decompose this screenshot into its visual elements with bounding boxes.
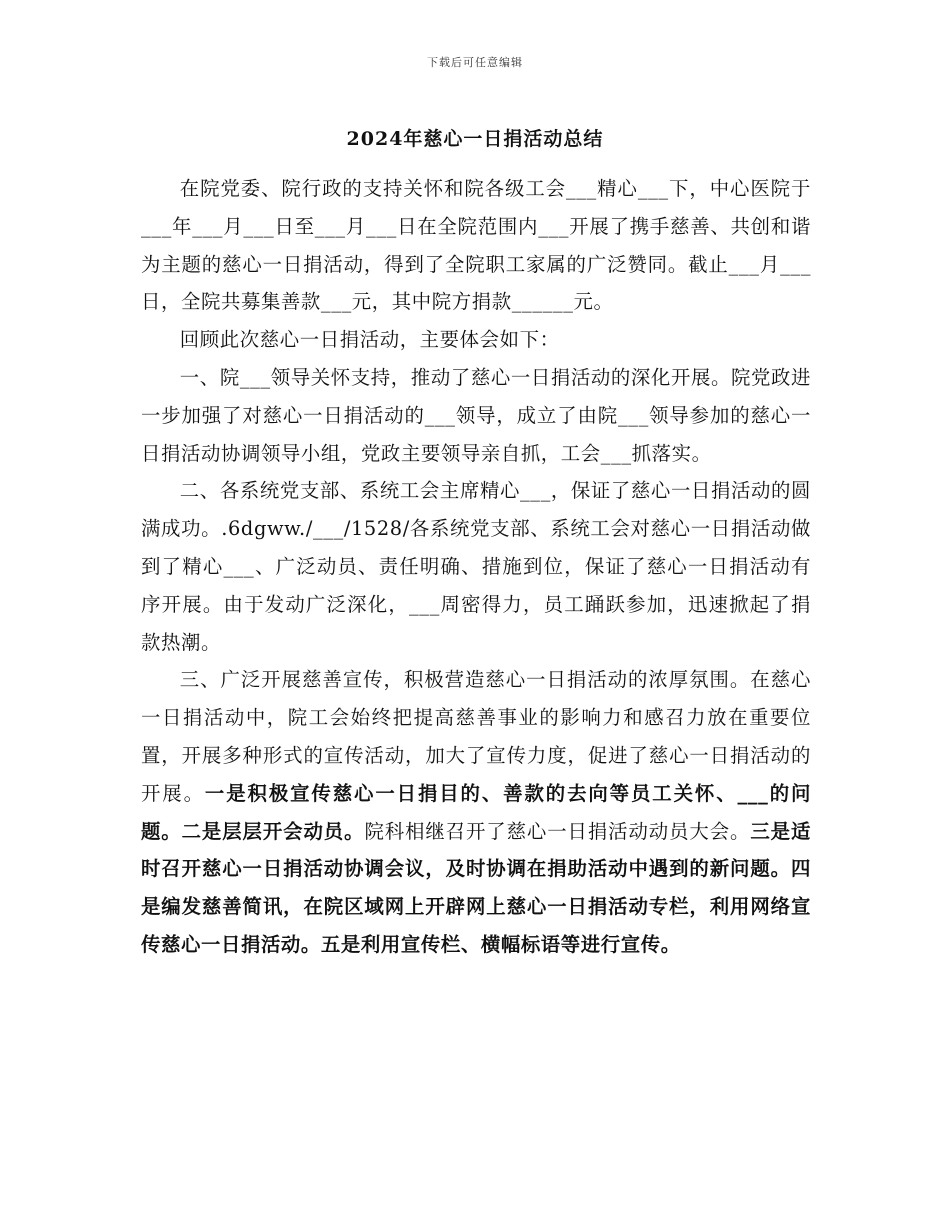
paragraph-point-three bbox=[141, 661, 811, 963]
paragraph-point-one: 一、院___领导关怀支持，推动了慈心一日捐活动的深化开展。院党政进一步加强了对慈心一日捐活动的___领导，成立了由院___领导参加的慈心一日捐活动协调领导小组，党政主要领导亲自抓，工会___抓落实。 bbox=[141, 365, 811, 465]
paragraph-point-three-bold-b: 三是适时召开慈心一日捐活动协调会议，及时协调在捐助活动中遇到的新问题。四是编发慈善简讯，在院区域网上开辟网上慈心一日捐活动专栏，利用网络宣传慈心一日捐活动。五是利用宣传栏、横幅标语等进行宣传。 bbox=[141, 819, 811, 956]
paragraph-point-three-normal: 院科相继召开了慈心一日捐活动动员大会。 bbox=[364, 819, 751, 843]
paragraph-point-three-bold-a: 一是积极宣传慈心一日捐目的、善款的去向等员工关怀、___的问题。二是层层开会动员。 bbox=[141, 781, 811, 843]
paragraph-point-three-intro: 三、广泛开展慈善宣传，积极营造慈心一日捐活动的浓厚氛围。在慈心一日捐活动中，院工会始终把提高慈善事业的影响力和感召力放在重要位置，开展多种形式的宣传活动，加大了宣传力度，促进了慈心一日捐活动的开展。 bbox=[141, 668, 811, 805]
paragraph-review: 回顾此次慈心一日捐活动，主要体会如下： bbox=[179, 328, 560, 352]
paragraph-point-two: 二、各系统党支部、系统工会主席精心___，保证了慈心一日捐活动的圆满成功。.6dgww./___/1528/各系统党支部、系统工会对慈心一日捐活动做到了精心___、广泛动员、责任明确、措施到位，保证了慈心一日捐活动有序开展。由于发动广泛深化，___周密得力，员工踊跃参加，迅速掀起了捐款热潮。 bbox=[141, 479, 811, 654]
document-title: 2024年慈心一日捐活动总结 bbox=[346, 128, 604, 150]
page-header-note: 下载后可任意编辑 bbox=[427, 56, 523, 69]
document-body bbox=[141, 170, 811, 964]
paragraph-intro: 在院党委、院行政的支持关怀和院各级工会___精心___下，中心医院于___年___月___日至___月___日在全院范围内___开展了携手慈善、共创和谐为主题的慈心一日捐活动，得到了全院职工家属的广泛赞同。截止___月___日，全院共募集善款___元，其中院方捐款______元。 bbox=[141, 177, 811, 314]
